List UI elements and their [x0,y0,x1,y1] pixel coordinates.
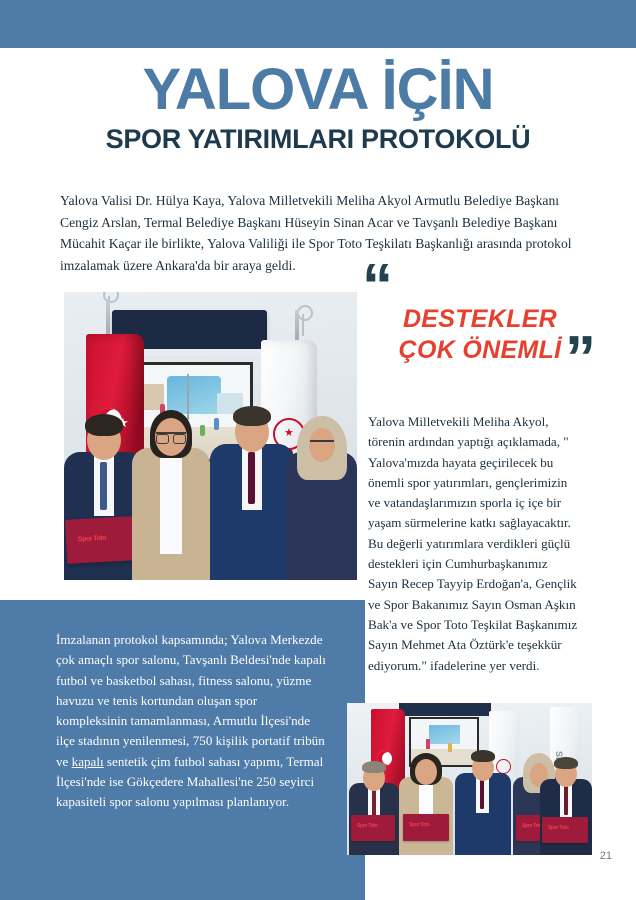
photo1-hook-right-icon [302,314,304,336]
person-tie [100,462,107,510]
pull-quote-line-2: ÇOK ÖNEMLİ [398,336,562,364]
pull-quote-text [380,304,580,366]
person-hair [362,761,386,773]
person-hair [554,757,578,769]
right-column-paragraph: Yalova Milletvekili Meliha Akyol, törenin ardından yaptığı açıklamada, " Yalova'mızda hayata geçirilecek bu önemli spor yatırımları, gençlerimizin ve vatandaşlarımızın sporla iç içe bir yaşam sürmelerine katkı sağlayacaktır. Bu değerli yatırımlara verdikleri güçlü destekleri için Cumhurbaşkanımız Sayın Recep Tayyip Erdoğan'a, Gençlik ve Spor Bakanımız Sayın Osman Aşkın Bak'a ve Spor Toto Teşkilat Başkanımız Sayın Mehmet Ata Öztürk'e teşekkür ediyorum." ifadelerine yer verdi. [368,414,578,673]
page-title [0,57,636,156]
pull-quote [360,252,596,393]
person-tie [372,789,376,817]
person-hair [233,406,271,426]
person-hair [85,414,123,436]
spor-toto-folder [351,815,395,841]
photo1-person-4 [285,408,357,580]
intro-paragraph: Yalova Valisi Dr. Hülya Kaya, Yalova Milletvekili Meliha Akyol Armutlu Belediye Başkanı Cengiz Arslan, Termal Belediye Başkanı Hüseyin Sinan Acar ve Tavşanlı Belediye Başkanı Mücahit Kaçar ile birlikte, Yalova Valiliği ile Spor Toto Teşkilatı Başkanlığı arasında protokol imzalamak üzere Ankara'da bir araya geldi. [60,193,572,273]
spor-toto-folder [403,814,449,841]
title-subtitle: SPOR YATIRIMLARI PROTOKOLÜ [105,124,531,154]
photo-main-group [64,292,357,580]
painting-sky [429,725,459,743]
glasses-icon [310,440,334,447]
photo2-person-5 [540,755,592,855]
person-tie [564,785,568,815]
person-shirt [160,448,182,554]
person-head [415,759,437,785]
photo2-person-2 [399,751,453,855]
photo2-person-1 [349,759,399,855]
left-column-part-2: sentetik çim futbol sahası yapımı, Termal İlçesi'nde ise Gökçedere Mahallesi'ne 250 seyirci kapasiteli spor salonu yapılması planlanıyor. [56,753,324,810]
left-column-paragraph [56,630,328,813]
photo-secondary-group [347,703,592,855]
person-tie [480,777,484,809]
photo2-air-conditioner [399,703,491,716]
pull-quote-line-1: DESTEKLER [402,305,558,333]
quote-close-icon: ” [565,324,596,393]
title-main: YALOVA İÇİN [142,57,494,122]
photo1-person-2 [132,404,210,580]
photo1-person-3 [210,400,294,580]
photo2-person-3 [455,747,511,855]
quote-open-icon: “ [362,252,393,321]
painting-figure-1 [426,739,430,749]
left-column-underlined-word: kapalı [71,753,104,769]
person-tie [248,452,255,504]
glasses-icon [156,432,186,440]
spor-toto-folder [65,516,137,564]
page-number: 21 [599,850,612,862]
person-hair [471,750,495,762]
left-column-part-1: İmzalanan protokol kapsamında; Yalova Merkezde çok amaçlı spor salonu, Tavşanlı Beldesi'nde kapalı futbol ve basketbol sahası, fitness salonu, yüzme havuzu ve tenis kortundan oluşan spor kompleksinin tamamlanması, Armutlu İlçesi'nde ilçe stadının yenilenmesi, 750 kişilik portatif tribün ve [56,632,326,769]
spor-toto-folder [542,817,588,843]
